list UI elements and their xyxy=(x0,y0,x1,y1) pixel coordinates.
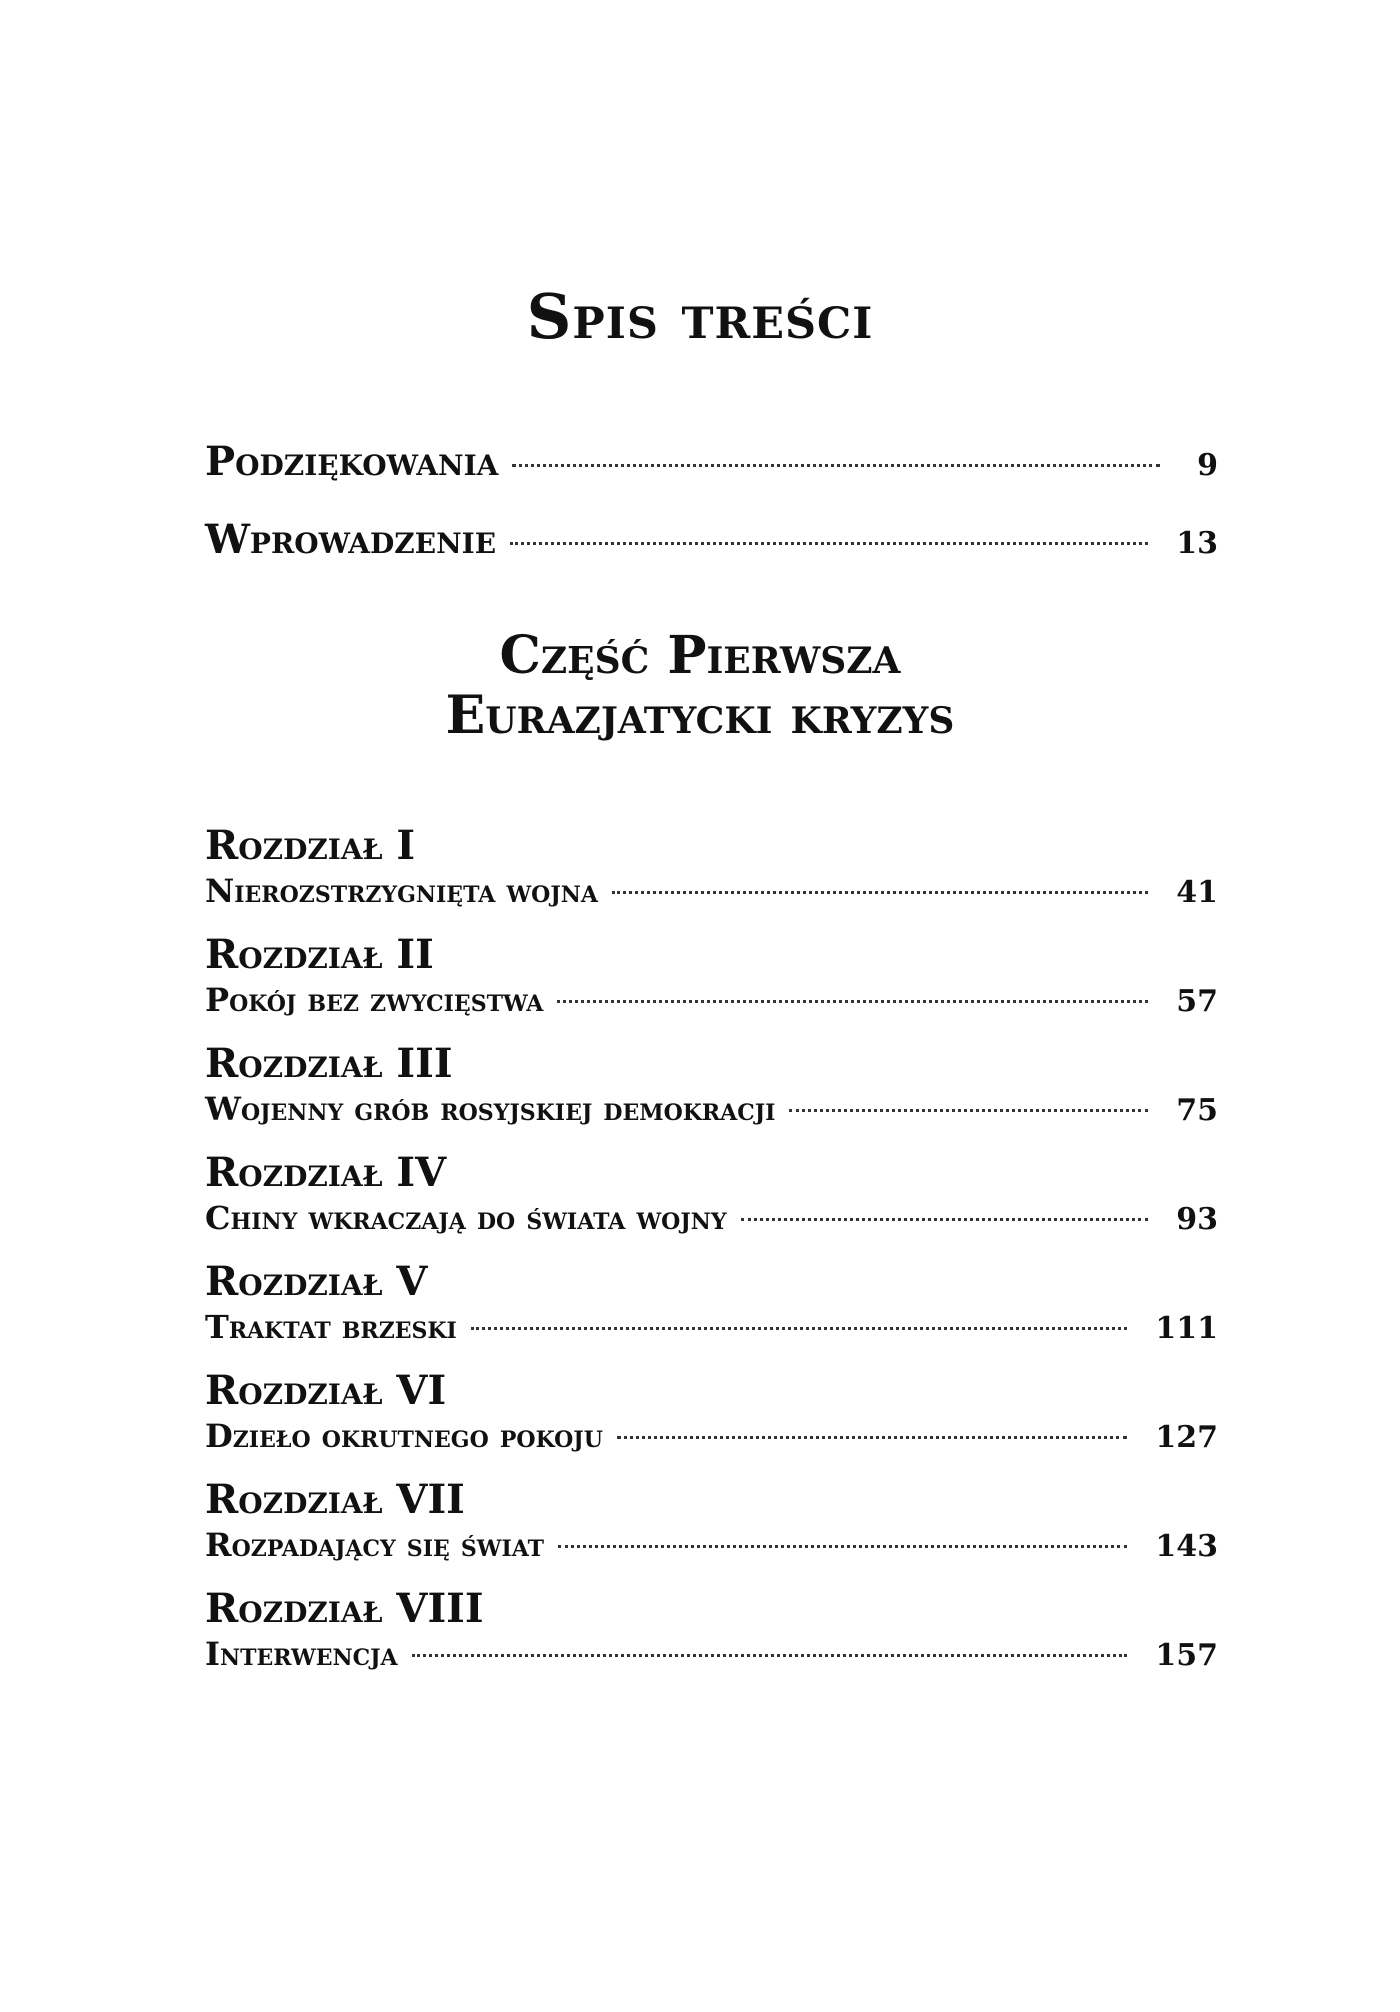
chapter-page-number: 75 xyxy=(1176,1093,1218,1128)
part-title: Eurazjatycki kryzys xyxy=(445,684,955,746)
toc-chapter-7[interactable] xyxy=(205,1476,1218,1564)
toc-chapter-8[interactable] xyxy=(205,1585,1218,1673)
chapter-entry[interactable] xyxy=(205,981,1218,1019)
chapter-entry[interactable] xyxy=(205,1417,1218,1455)
chapter-page-number: 93 xyxy=(1176,1202,1218,1237)
chapter-entry[interactable] xyxy=(205,872,1218,910)
entry-label: Podziękowania xyxy=(205,438,499,485)
chapter-entry[interactable] xyxy=(205,1308,1218,1346)
chapter-number: Rozdział III xyxy=(205,1040,453,1087)
dot-leader xyxy=(412,1654,1128,1657)
chapter-title: Chiny wkraczają do świata wojny xyxy=(205,1199,727,1237)
chapter-number: Rozdział IV xyxy=(205,1149,447,1196)
entry-page-number: 9 xyxy=(1197,448,1218,483)
chapter-number: Rozdział V xyxy=(205,1258,428,1305)
dot-leader xyxy=(558,1545,1127,1548)
toc-chapter-3[interactable] xyxy=(205,1040,1218,1128)
chapter-title: Pokój bez zwycięstwa xyxy=(205,981,544,1019)
toc-chapter-4[interactable] xyxy=(205,1149,1218,1237)
dot-leader xyxy=(741,1218,1149,1221)
chapter-page-number: 143 xyxy=(1155,1529,1218,1564)
chapter-number: Rozdział VI xyxy=(205,1367,447,1414)
chapter-number: Rozdział VII xyxy=(205,1476,465,1523)
chapter-title: Traktat brzeski xyxy=(205,1308,457,1346)
chapter-number: Rozdział I xyxy=(205,822,416,869)
toc-entry-acknowledgements[interactable] xyxy=(205,438,1218,485)
chapter-entry[interactable] xyxy=(205,1199,1218,1237)
dot-leader xyxy=(471,1327,1128,1330)
toc-chapter-5[interactable] xyxy=(205,1258,1218,1346)
dot-leader xyxy=(557,1000,1148,1003)
chapter-title: Rozpadający się świat xyxy=(205,1526,545,1564)
dot-leader xyxy=(617,1436,1127,1439)
toc-title: Spis treści xyxy=(526,280,874,353)
chapter-entry[interactable] xyxy=(205,1635,1218,1673)
chapter-page-number: 111 xyxy=(1155,1311,1218,1346)
chapter-number: Rozdział II xyxy=(205,931,434,978)
part-heading xyxy=(0,626,1400,746)
chapter-title: Dzieło okrutnego pokoju xyxy=(205,1417,603,1455)
toc-chapter-6[interactable] xyxy=(205,1367,1218,1455)
toc-chapter-2[interactable] xyxy=(205,931,1218,1019)
toc-entry-introduction[interactable] xyxy=(205,516,1218,563)
chapter-page-number: 127 xyxy=(1155,1420,1218,1455)
chapter-number: Rozdział VIII xyxy=(205,1585,484,1632)
part-number: Część Pierwsza xyxy=(499,625,901,686)
entry-page-number: 13 xyxy=(1176,526,1218,561)
chapter-title: Wojenny grób rosyjskiej demokracji xyxy=(205,1090,776,1128)
dot-leader xyxy=(612,891,1148,894)
dot-leader xyxy=(510,542,1148,545)
dot-leader xyxy=(512,464,1160,467)
chapter-page-number: 57 xyxy=(1176,984,1218,1019)
chapter-page-number: 41 xyxy=(1176,875,1218,910)
chapter-entry[interactable] xyxy=(205,1090,1218,1128)
chapter-title: Interwencja xyxy=(205,1635,398,1673)
dot-leader xyxy=(789,1109,1148,1112)
chapter-page-number: 157 xyxy=(1155,1638,1218,1673)
chapter-title: Nierozstrzygnięta wojna xyxy=(205,872,598,910)
entry-label: Wprowadzenie xyxy=(205,516,497,563)
toc-chapter-1[interactable] xyxy=(205,822,1218,910)
chapter-entry[interactable] xyxy=(205,1526,1218,1564)
